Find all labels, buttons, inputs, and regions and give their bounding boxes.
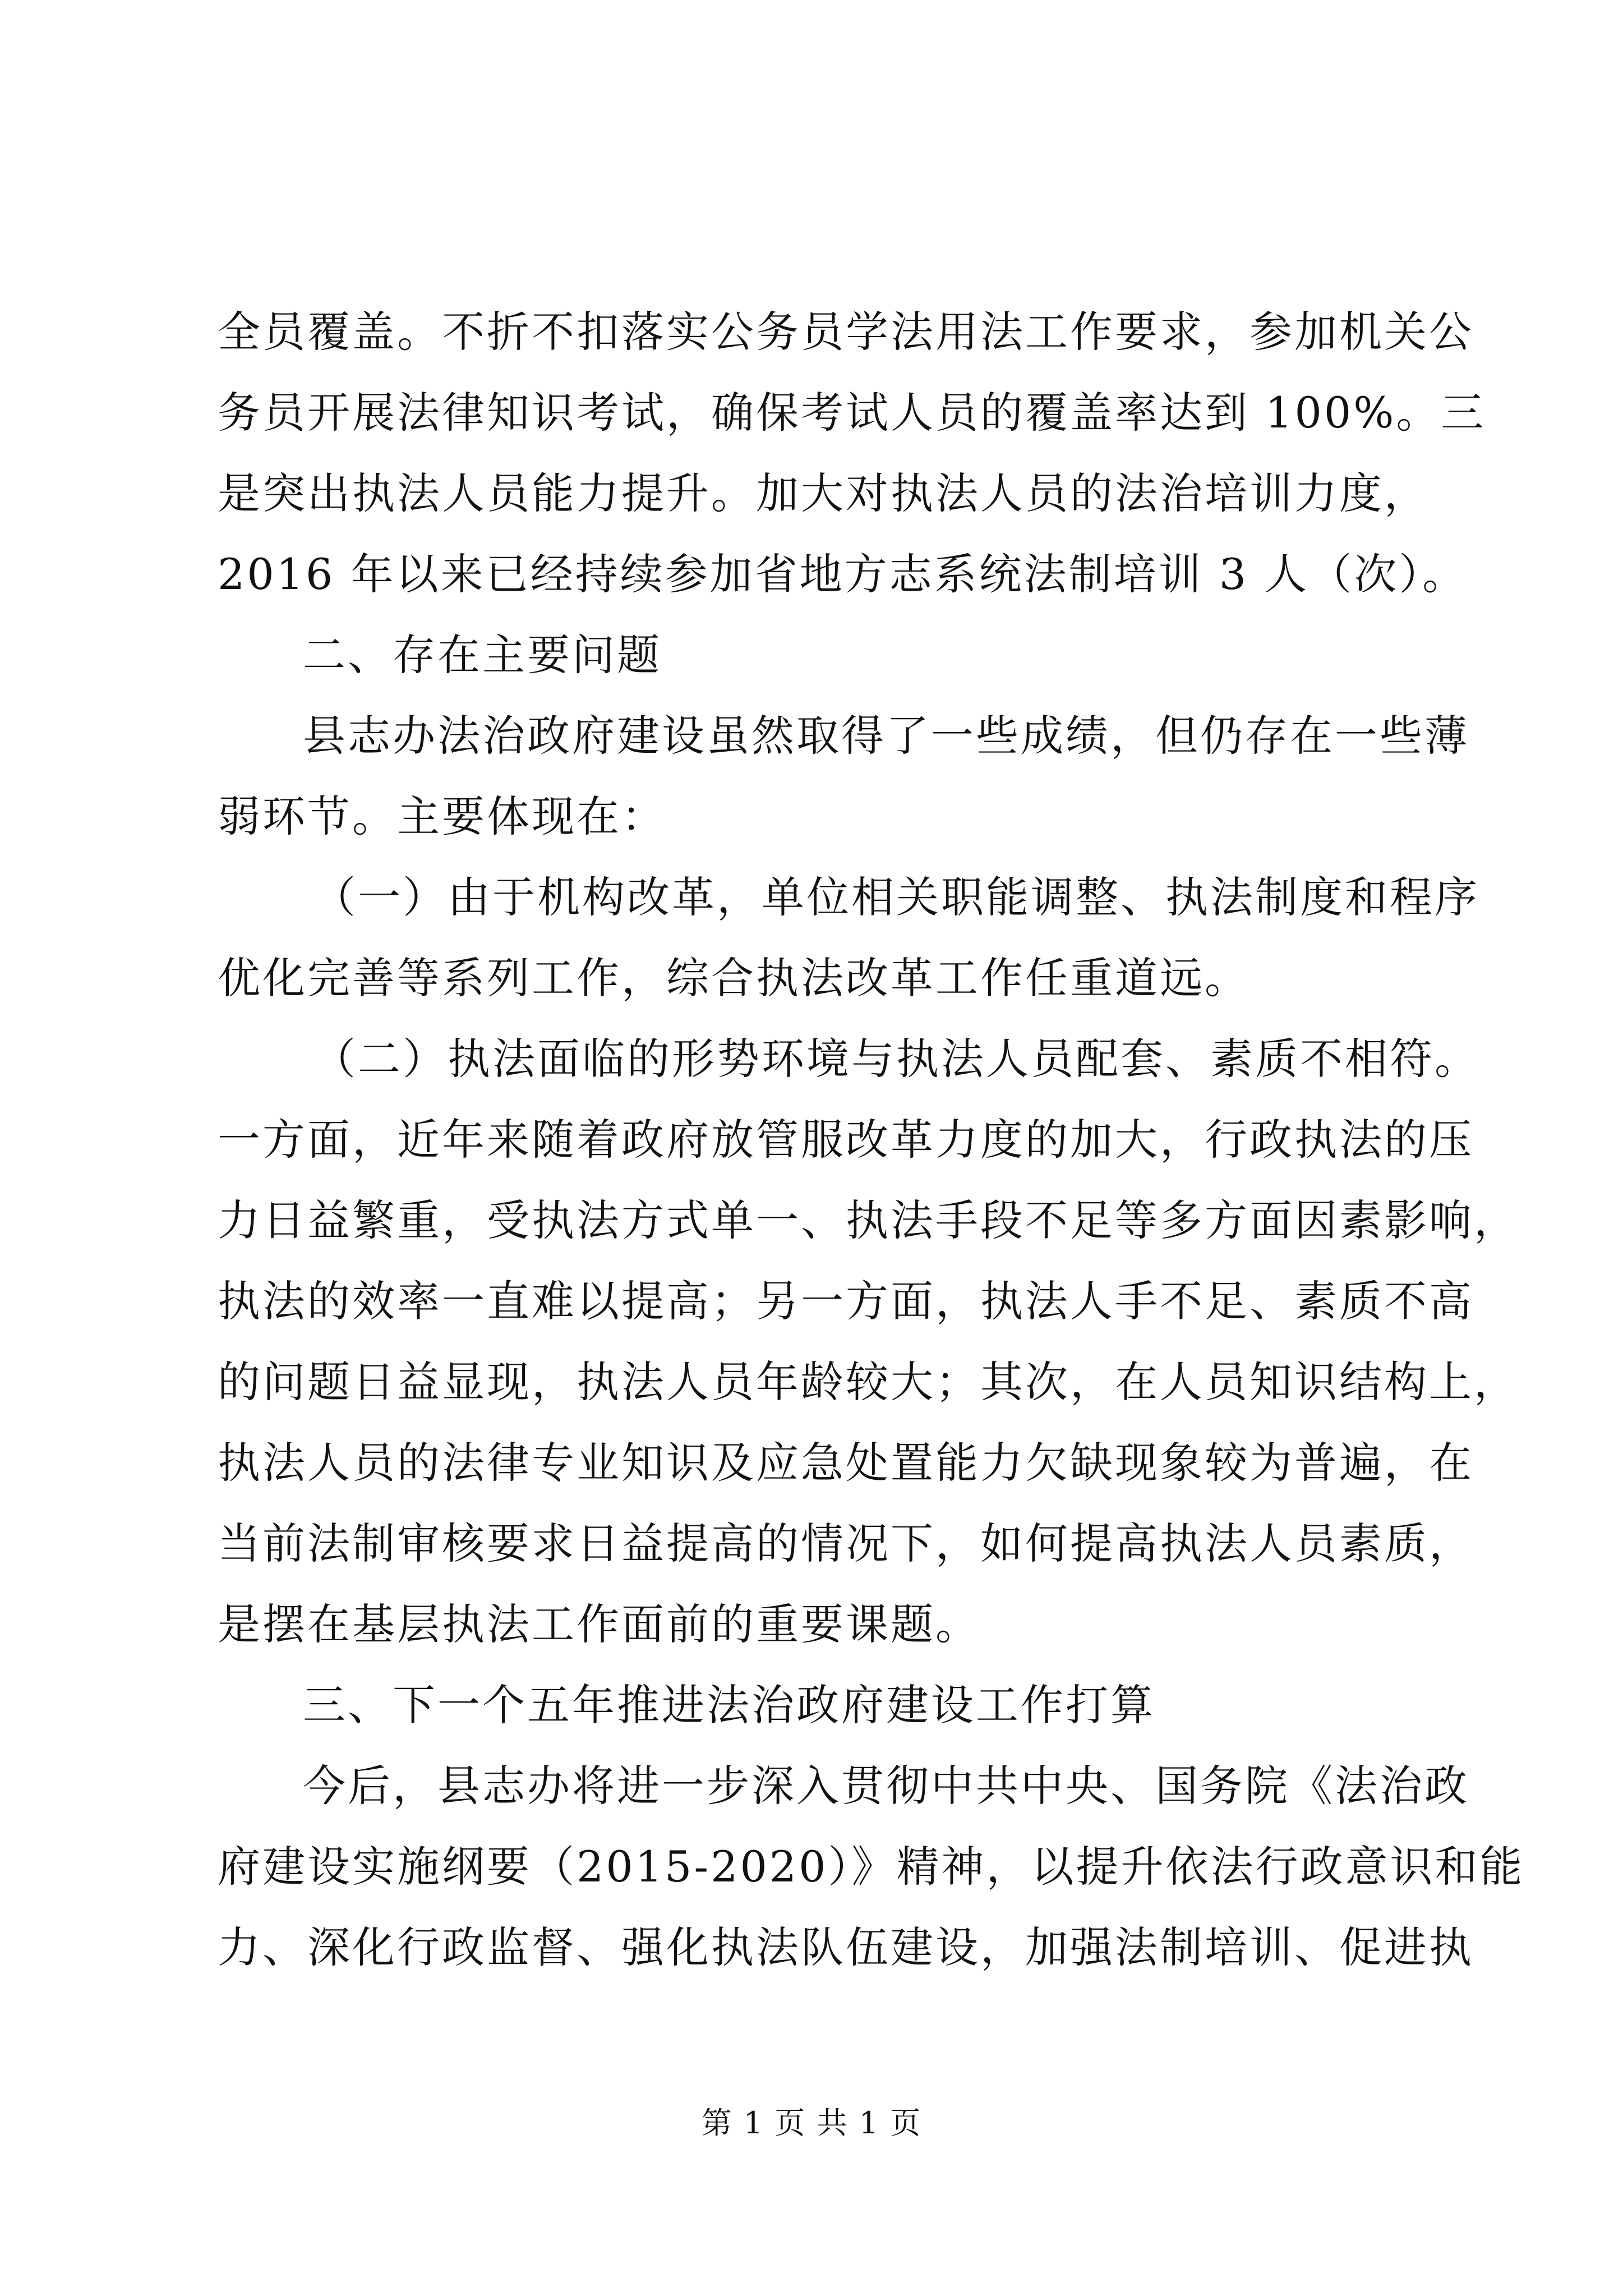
- text-line: 务员开展法律知识考试，确保考试人员的覆盖率达到 100%。三: [218, 388, 1486, 438]
- text-line: 是突出执法人员能力提升。加大对执法人员的法治培训力度，: [218, 468, 1429, 518]
- page-footer: 第 1 页 共 1 页: [701, 2105, 922, 2141]
- text-line: 力、深化行政监督、强化执法队伍建设，加强法制培训、促进执: [218, 1922, 1474, 1972]
- document-body: [218, 292, 1525, 1988]
- text-line: 全员覆盖。不折不扣落实公务员学法用法工作要求，参加机关公: [218, 307, 1474, 357]
- text-line: 府建设实施纲要（2015-2020）》精神，以提升依法行政意识和能: [218, 1842, 1525, 1892]
- text-line: 今后，县志办将进一步深入贯彻中共中央、国务院《法治政: [303, 1761, 1469, 1811]
- text-line: （一）由于机构改革，单位相关职能调整、执法制度和程序: [313, 872, 1479, 922]
- text-line: 执法人员的法律专业知识及应急处置能力欠缺现象较为普遍，在: [218, 1438, 1474, 1488]
- text-line: 弱环节。主要体现在：: [218, 792, 666, 841]
- text-line: 2016 年以来已经持续参加省地方志系统法制培训 3 人（次）。: [218, 549, 1468, 599]
- text-line: 县志办法治政府建设虽然取得了一些成绩，但仍存在一些薄: [303, 711, 1469, 761]
- text-line: 是摆在基层执法工作面前的重要课题。: [218, 1599, 980, 1649]
- text-line: （二）执法面临的形势环境与执法人员配套、素质不相符。: [313, 1034, 1479, 1084]
- section-heading: 二、存在主要问题: [303, 630, 662, 680]
- text-line: 优化完善等系列工作，综合执法改革工作任重道远。: [218, 953, 1249, 1003]
- text-line: 一方面，近年来随着政府放管服改革力度的加大，行政执法的压: [218, 1115, 1474, 1165]
- text-line: 的问题日益显现，执法人员年龄较大；其次，在人员知识结构上，: [218, 1357, 1519, 1407]
- text-line: 当前法制审核要求日益提高的情况下，如何提高执法人员素质，: [218, 1519, 1474, 1568]
- text-line: 力日益繁重，受执法方式单一、执法手段不足等多方面因素影响，: [218, 1195, 1519, 1245]
- section-heading: 三、下一个五年推进法治政府建设工作打算: [303, 1680, 1155, 1730]
- text-line: 执法的效率一直难以提高；另一方面，执法人手不足、素质不高: [218, 1276, 1474, 1326]
